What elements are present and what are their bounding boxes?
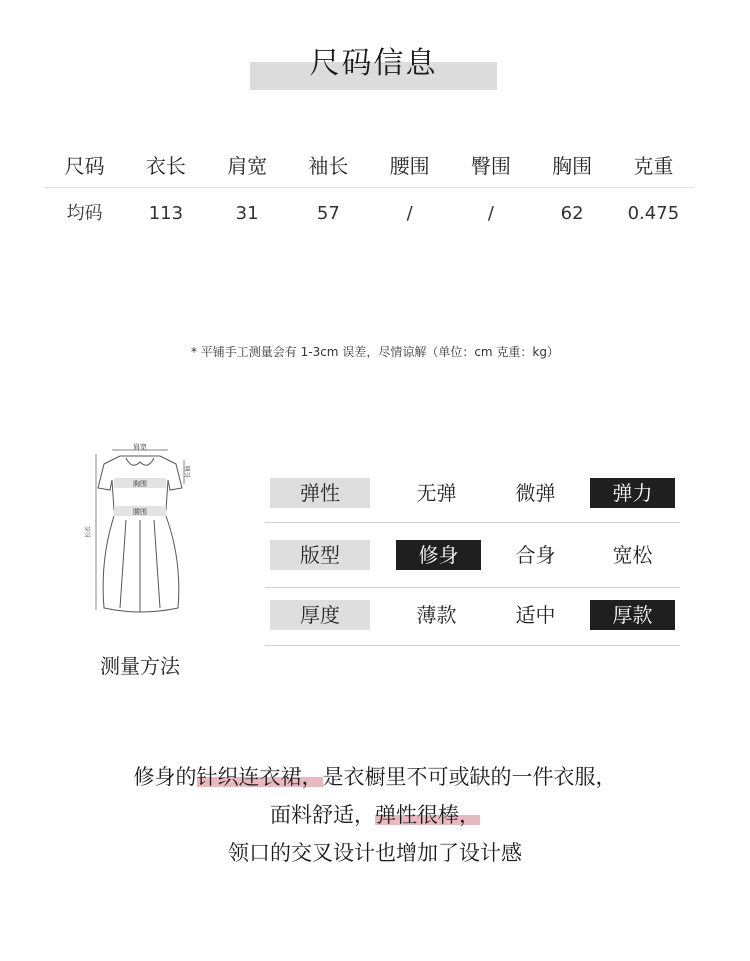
table-cell: 31 [235, 203, 259, 224]
table-cell: 0.475 [627, 203, 680, 224]
description-text: 修身的 [133, 765, 197, 789]
table-cell: 62 [560, 203, 584, 224]
attribute-label: 厚度 [270, 600, 370, 630]
attribute-option-selected: 厚款 [590, 600, 675, 630]
product-description [0, 758, 750, 872]
size-table [44, 145, 694, 238]
diagram-label-waist: 腰围 [133, 508, 147, 516]
header-cell: 胸围 [552, 154, 593, 178]
measurement-method-caption: 测量方法 [100, 654, 180, 678]
header-cell: 克重 [633, 154, 674, 178]
description-highlight: 弹性很棒， [375, 803, 480, 827]
header-cell: 衣长 [145, 154, 186, 178]
header-cell: 腰围 [389, 154, 430, 178]
diagram-label-sleeve: 长袖 [185, 465, 192, 479]
attribute-row-fit [265, 523, 680, 588]
header-cell: 臀围 [470, 154, 511, 178]
diagram-label-chest: 胸围 [133, 480, 147, 488]
description-line-2 [0, 796, 750, 834]
description-line-3: 领口的交叉设计也增加了设计感 [228, 841, 522, 865]
attribute-label: 弹性 [270, 478, 370, 508]
measurement-note: * 平铺手工测量会有 1-3cm 误差，尽情谅解（单位：cm 克重：kg） [190, 345, 559, 359]
attribute-option: 适中 [515, 603, 556, 627]
description-text: 是衣橱里不可或缺的一件衣服， [322, 765, 617, 789]
table-row [44, 188, 694, 238]
section-title [250, 44, 497, 90]
attribute-option: 无弹 [416, 481, 457, 505]
header-cell: 肩宽 [227, 154, 268, 178]
title-text: 尺码信息 [309, 46, 438, 81]
attribute-option: 微弹 [515, 481, 556, 505]
table-cell: 57 [316, 203, 340, 224]
attribute-option-selected: 弹力 [590, 478, 675, 508]
attribute-label: 版型 [270, 540, 370, 570]
description-line-1 [0, 758, 750, 796]
header-cell: 袖长 [308, 154, 349, 178]
attribute-option: 合身 [515, 543, 556, 567]
description-text: 面料舒适， [270, 803, 375, 827]
table-cell: / [487, 203, 494, 224]
description-highlight: 针织连衣裙， [196, 765, 323, 789]
header-cell: 尺码 [64, 154, 105, 178]
attribute-option: 宽松 [612, 543, 653, 567]
attribute-option-selected: 修身 [396, 540, 481, 570]
diagram-label-length: 长衣 [85, 525, 92, 539]
table-cell: / [406, 203, 413, 224]
attribute-row-elasticity [265, 470, 680, 523]
table-cell: 均码 [66, 203, 103, 224]
size-table-header [44, 145, 694, 188]
diagram-label-shoulder: 肩宽 [133, 443, 147, 451]
attribute-option: 薄款 [416, 603, 457, 627]
table-cell: 113 [148, 203, 184, 224]
dress-measurement-diagram [82, 440, 200, 620]
fabric-attributes-table [265, 470, 680, 646]
attribute-row-thickness [265, 588, 680, 646]
